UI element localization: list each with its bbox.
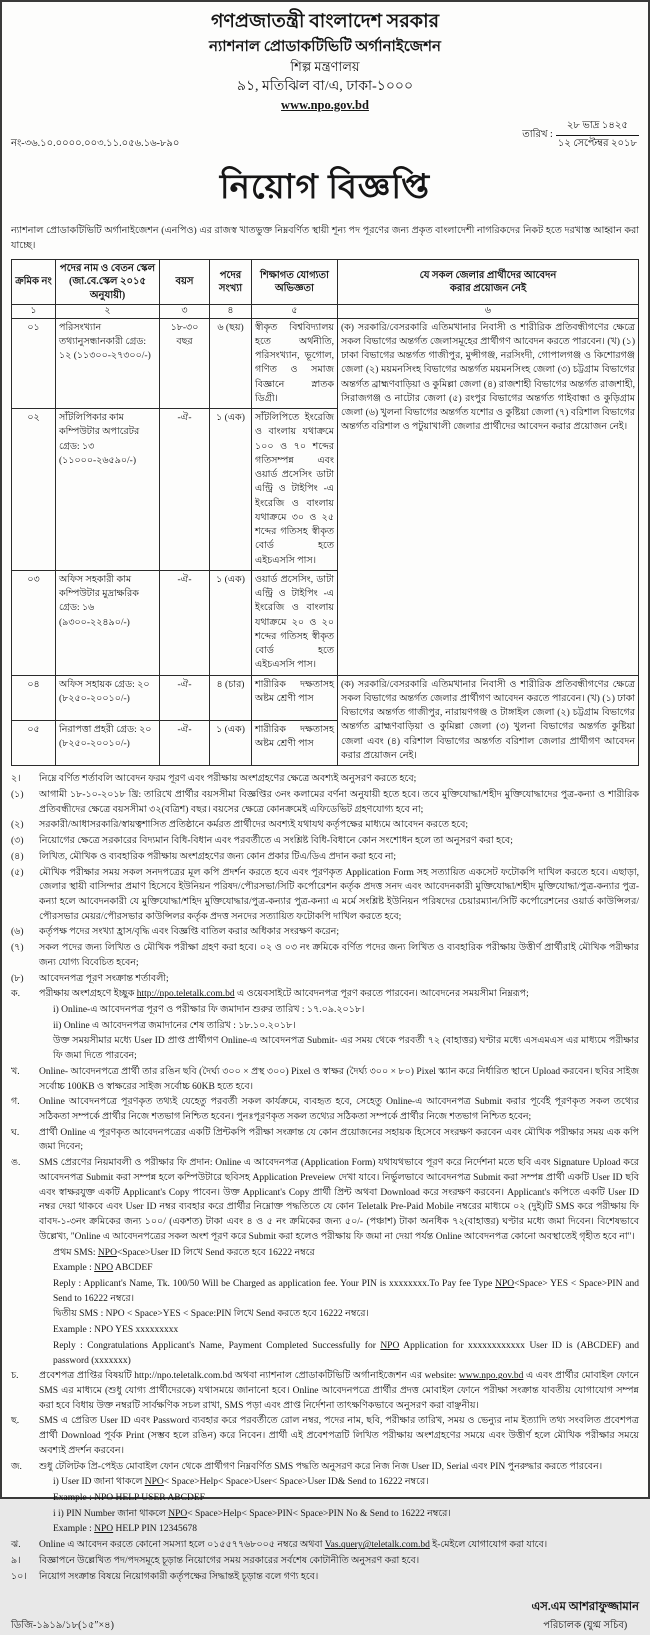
condition-item xyxy=(11,1507,639,1522)
organization-line: ন্যাশনাল প্রোডাকটিভিটি অর্গানাইজেশন xyxy=(209,38,441,55)
condition-item xyxy=(11,1126,639,1155)
condition-item xyxy=(11,1246,639,1261)
condition-label: ঘ. xyxy=(11,1127,20,1138)
age-cell: -ঐ- xyxy=(160,675,210,720)
condition-item xyxy=(11,1538,639,1553)
header-qualification: শিক্ষাগত যোগ্যতা অভিজ্ঞতা xyxy=(252,259,338,305)
condition-label xyxy=(11,1339,51,1368)
serial-cell: ০২ xyxy=(12,409,56,571)
condition-label: জ. xyxy=(11,1461,22,1472)
condition-item xyxy=(11,772,639,787)
condition-label xyxy=(11,1323,51,1338)
qualification-cell: সাঁটলিপিতে ইংরেজি ও বাংলায় যথাক্রমে ১০০ ও ৭০ শব্দের গতিসম্পন্ন এবং ওয়ার্ড প্রসেসিং ডাটা এন্ট্রি ও টাইপিং -এ ইংরেজি ও বাংলায় যথাক্রমে ৩০ ও ২৫ শব্দের গতিসহ স্বীকৃত বোর্ড হতে এইচএসসি পাস। xyxy=(252,409,338,571)
conditions-list xyxy=(11,772,639,1584)
condition-text: উক্ত সময়সীমার মধ্যে User ID প্রাপ্ত প্রার্থীগণ Online-এ আবেদনপত্র Submit- এর সময় থেকে পরবর্তী ৭২ (বাহাত্তর) ঘণ্টার মধ্যে এসএমএস এর মাধ্যমে পরীক্ষার ফি জমা দিতে পারবেন; xyxy=(53,1036,639,1062)
column-number: ৩ xyxy=(160,305,210,318)
condition-text: মৌখিক পরীক্ষার সময় সকল সনদপত্রের মূল কপি প্রদর্শন করতে হবে এবং পূরণকৃত Application Form সহ সত্যায়িত একসেট ফটোকপি দাখিল করতে হবে। এছাড়া, জেলার স্থায়ী বাসিন্দার প্রমাণ হিসেবে ইউনিয়ন পরিষদ/পৌরসভা/সিটি কর্পোরেশন কর্তৃক প্রদত্ত সনদ এবং আবেদনকারী মুক্তিযোদ্ধা/শহীদ মুক্তিযোদ্ধা/পুত্র-কন্যার পুত্র-কন্যা হলে আবেদনকারী যে মুক্তিযোদ্ধা/শহিদ মুক্তিযোদ্ধার/পুত্র-কন্যার পুত্র-কন্যা এ মর্মে সংশ্লিষ্ট ইউনিয়ন পরিষদের চেয়ারম্যান/সিটি কর্পোরেশনের ওয়ার্ড কাউন্সিলর/পৌরসভার মেয়র/পৌরসভার কাউন্সিলর কর্তৃক প্রদত্ত সনদের সত্যায়িত ফটোকপি দাখিল করতে হবে; xyxy=(39,867,639,922)
condition-label: (৮) xyxy=(11,973,24,984)
condition-item xyxy=(11,1261,639,1276)
condition-text: Example : NPO HELP PIN 12345678 xyxy=(53,1524,198,1535)
district-exclusion-cell: (ক) সরকারি/বেসরকারি এতিমখানার নিবাসী ও শারীরিক প্রতিবন্ধীগণের ক্ষেত্রে সকল বিভাগের অন্তর্গত জেলাসমূহের প্রার্থীগণ আবেদন করতে পারবেন। (খ) (১) ঢাকা বিভাগের অন্তর্গত গাজীপুর, মুন্সীগঞ্জ, নরসিংদী, গোপালগঞ্জ ও কিশোরগঞ্জ জেলা (২) ময়মনসিংহ বিভাগের অন্তর্গত ময়মনসিংহ জেলা (৩) চট্টগ্রাম বিভাগের অন্তর্গত ব্রাহ্মণবাড়িয়া ও কুমিল্লা জেলা (৪) রাজশাহী বিভাগের অন্তর্গত রাজশাহী, সিরাজগঞ্জ ও নাটোর জেলা (৫) রংপুর বিভাগের অন্তর্গত গাইবান্ধা ও কুড়িগ্রাম জেলা (৬) খুলনা বিভাগের অন্তর্গত যশোর ও কুষ্টিয়া জেলা (৭) বরিশাল বিভাগের অন্তর্গত বরিশাল ও পটুয়াখালী জেলার প্রার্থীদের আবেদন করার প্রয়োজন নেই। xyxy=(338,318,639,675)
condition-text: SMS এ প্রেরিত User ID এবং Password ব্যবহার করে পরবর্তীতে রোল নম্বর, পদের নাম, ছবি, পরীক্ষার তারিখ, সময় ও ভেন্যুর নাম ইত্যাদি তথ্য সংবলিত প্রবেশপত্র প্রার্থী Download পূর্বক Print (সম্ভব হলে রঙিন) করে নিবেন। প্রার্থী এই প্রবেশপত্রটি লিখিত পরীক্ষায় অংশগ্রহণের সময়ে এবং উত্তীর্ণ হলে মৌখিক পরীক্ষার সময়ে অবশ্যই প্রদর্শন করবেন। xyxy=(39,1416,639,1456)
condition-text: প্রবেশপত্র প্রাপ্তির বিষয়টি http://npo.teletalk.com.bd অথবা ন্যাশনাল প্রোডাকটিভিটি অর্গানাইজেশন এর website: www.npo.gov.bd এ এবং প্রার্থীর মোবাইল ফোনে SMS এর মাধ্যমে (শুধু যোগ্য প্রার্থীদেরকে) যথাসময়ে জানানো হবে। Online আবেদনপত্রে প্রার্থীর প্রদত্ত মোবাইল ফোনে পরীক্ষা সংক্রান্ত যাবতীয় যোগাযোগ সম্পন্ন করা হবে বিধায় উক্ত নম্বরটি সার্বক্ষণিক সচল রাখা, SMS পড়া এবং প্রাপ্ত নির্দেশনা তাৎক্ষণিকভাবে অনুসরণ করা বাঞ্ছনীয়। xyxy=(39,1371,639,1411)
age-cell: -ঐ- xyxy=(160,570,210,675)
condition-text: নিম্নে বর্ণিত শর্তাবলি আবেদন ফরম পূরণ এবং পরীক্ষায় অংশগ্রহণের ক্ষেত্রে অবশ্যই অনুসরণ করতে হবে; xyxy=(39,774,417,785)
age-cell: -ঐ- xyxy=(160,720,210,765)
condition-label: (৪) xyxy=(11,851,24,862)
table-row xyxy=(12,318,639,409)
condition-item xyxy=(11,818,639,833)
condition-text: Example : NPO ABCDEF xyxy=(53,1263,153,1274)
condition-label xyxy=(11,1491,51,1506)
condition-label: (১) xyxy=(11,789,24,800)
condition-label: ১০। xyxy=(11,1571,27,1582)
condition-item xyxy=(11,1095,639,1124)
condition-item xyxy=(11,1460,639,1475)
condition-text: সরকারী/আধাসরকারি/স্বায়ত্বশাসিত প্রতিষ্ঠানে কর্মরত প্রার্থীদের অবশ্যই যথাযথ কর্তৃপক্ষের মাধ্যমে আবেদন করতে হবে; xyxy=(39,820,469,831)
condition-item xyxy=(11,1570,639,1585)
condition-label xyxy=(11,1246,51,1261)
condition-label: (৩) xyxy=(11,836,24,847)
table-row xyxy=(12,675,639,720)
header-serial: ক্রমিক নং xyxy=(12,259,56,305)
condition-text: কর্তৃপক্ষ পদের সংখ্যা হ্রাস/বৃদ্ধি এবং বিজ্ঞপ্তি বাতিল করার অধিকার সংরক্ষণ করেন; xyxy=(39,927,339,938)
condition-label: (৬) xyxy=(11,927,24,938)
count-cell: ১ (এক) xyxy=(210,720,252,765)
serial-cell: ০৩ xyxy=(12,570,56,675)
condition-text: Reply : Applicant's Name, Tk. 100/50 Will be Charged as application fee. Your PIN is xxxxxxxx.To Pay fee Type NPO<Space> YES < Space>PIN and Send to 16222 নম্বরে। xyxy=(53,1278,639,1304)
condition-item xyxy=(11,941,639,970)
condition-item xyxy=(11,1034,639,1063)
intro-paragraph: ন্যাশনাল প্রোডাকটিভিটি অর্গানাইজেশন (এনপিও) এর রাজস্ব খাতভুক্ত নিম্নবর্ণিত স্থায়ী শূন্য পদ পূরণের জন্য প্রকৃত বাংলাদেশী নাগরিকদের নিকট হতে দরখাস্ত আহ্বান করা যাচ্ছে। xyxy=(11,225,639,251)
condition-text: আবেদনপত্র পূরণ সংক্রান্ত শর্তাবলী; xyxy=(39,973,169,984)
condition-item xyxy=(11,972,639,987)
column-number: ১ xyxy=(12,305,56,318)
press-line-reference: ডিজি-১৯১৯/১৮(১৫″×৪) xyxy=(11,1620,115,1632)
count-cell: ৬ (ছয়) xyxy=(210,318,252,409)
header-post: পদের নাম ও বেতন স্কেল (জা.বে.স্কেল ২০১৫ অনুযায়ী) xyxy=(56,259,160,305)
condition-item xyxy=(11,987,639,1002)
condition-label xyxy=(11,1522,51,1537)
condition-item xyxy=(11,1369,639,1413)
date-bangla: ২৮ ভাদ্র ১৪২৫ xyxy=(556,118,639,136)
date-block xyxy=(522,118,639,153)
condition-item xyxy=(11,1339,639,1368)
condition-text: সকল পদের জন্য লিখিত ও মৌখিক পরীক্ষা গ্রহণ করা হবে। ০২ ও ০৩ নং ক্রমিকে বর্ণিত পদের জন্য লিখিত ও ব্যবহারিক পরীক্ষায় উত্তীর্ণ প্রার্থীরাই মৌখিক পরীক্ষার জন্য যোগ্য বিবেচিত হবেন; xyxy=(39,943,639,968)
condition-label xyxy=(11,1261,51,1276)
condition-item xyxy=(11,1475,639,1490)
condition-label: (৭) xyxy=(11,943,24,954)
condition-label: ঙ. xyxy=(11,1158,21,1169)
condition-text: লিখিত, মৌখিক ও ব্যবহারিক পরীক্ষায় অংশগ্রহণের জন্য কোন প্রকার টিএ/ডিএ প্রদান করা হবে না; xyxy=(39,851,397,862)
signature-designation: পরিচালক (যুগ্ম সচিব) xyxy=(543,1620,628,1632)
count-cell: ১ (এক) xyxy=(210,409,252,571)
condition-text: Example : NPO HELP USER ABCDEF xyxy=(53,1493,205,1504)
footer-row xyxy=(11,1598,639,1635)
serial-cell: ০৪ xyxy=(12,675,56,720)
condition-item xyxy=(11,1554,639,1569)
condition-item xyxy=(11,1307,639,1322)
condition-item xyxy=(11,925,639,940)
post-cell: অফিস সহকারী কাম কম্পিউটার মুদ্রাক্ষরিক গ্রেড: ১৬ (৯৩০০-২২৪৯০/-) xyxy=(56,570,160,675)
qualification-cell: ওয়ার্ড প্রসেসিং, ডাটা এন্ট্রি ও টাইপিং -এ ইংরেজি ও বাংলায় যথাক্রমে ২০ ও ২০ শব্দের গতিসহ স্বীকৃত বোর্ড হতে এইচএসসি পাস। xyxy=(252,570,338,675)
condition-text: Reply : Congratulations Applicant's Name, Payment Completed Successfully for NPO Application for xxxxxxxxxxxx User ID is (ABCDEF) and password (xxxxxxx) xyxy=(53,1340,639,1366)
condition-text: নিয়োগ সংক্রান্ত বিষয়ে নিয়োগকারী কর্তৃপক্ষের সিদ্ধান্তই চূড়ান্ত বলে গণ্য হবে। xyxy=(39,1571,319,1582)
positions-table xyxy=(11,259,639,766)
condition-item xyxy=(11,1019,639,1034)
condition-label: খ. xyxy=(11,1066,20,1077)
post-cell: পরিসংখ্যান তথ্যানুসন্ধানকারী গ্রেড: ১২ (১১৩০০-২৭৩০০/-) xyxy=(56,318,160,409)
column-number: ৬ xyxy=(338,305,639,318)
condition-text: ii) Online এ আবেদনপত্র জমাদানের শেষ তারিখ : ১৮.১০.২০১৮। xyxy=(53,1020,296,1031)
condition-item xyxy=(11,834,639,849)
column-number: ৫ xyxy=(252,305,338,318)
header-district-exclusion: যে সকল জেলার প্রার্থীদের আবেদন করার প্রয়োজন নেই xyxy=(338,259,639,305)
condition-label: ঝ. xyxy=(11,1540,21,1551)
serial-cell: ০১ xyxy=(12,318,56,409)
website-link: www.npo.gov.bd xyxy=(281,98,369,113)
condition-text: শুধু টেলিটক প্রি-পেইড মোবাইল ফোন থেকে প্রার্থীগণ নিম্নবর্ণিত SMS পদ্ধতি অনুসরণ করে নিজ নিজ User ID, Serial এবং PIN পুনরুদ্ধার করতে পারবেন। xyxy=(39,1461,603,1472)
condition-text: i) Online-এ আবেদনপত্র পূরণ ও পরীক্ষার ফি জমাদান শুরুর তারিখ : ১৭.০৯.২০১৮। xyxy=(53,1005,365,1016)
age-cell: ১৮-৩০ বছর xyxy=(160,318,210,409)
condition-item xyxy=(11,788,639,817)
condition-item xyxy=(11,1277,639,1306)
letterhead xyxy=(11,10,639,114)
post-cell: নিরাপত্তা প্রহরী গ্রেড: ২০ (৮২৫০-২০০১০/-) xyxy=(56,720,160,765)
condition-label: চ. xyxy=(11,1371,19,1382)
district-exclusion-cell: (ক) সরকারি/বেসরকারি এতিমখানার নিবাসী ও শারীরিক প্রতিবন্ধীগণের ক্ষেত্রে সকল বিভাগের অন্তর্গত জেলার প্রার্থীগণ আবেদন করতে পারবেন। (খ) (১) ঢাকা বিভাগের অন্তর্গত গাজীপুর, নারায়ণগঞ্জ ও টাঙ্গাইল জেলা (২) চট্টগ্রাম বিভাগের অন্তর্গত ব্রাহ্মণবাড়িয়া ও কুমিল্লা জেলা (৩) খুলনা বিভাগের অন্তর্গত কুষ্টিয়া জেলা এবং (৪) বরিশাল বিভাগের অন্তর্গত বরিশাল জেলার প্রার্থীগণ আবেদন করার প্রয়োজন নেই। xyxy=(338,675,639,766)
header-count: পদের সংখ্যা xyxy=(210,259,252,305)
signature-block xyxy=(531,1598,639,1635)
condition-text: পরীক্ষায় অংশগ্রহণে ইচ্ছুক http://npo.teletalk.com.bd এ ওয়েবসাইটে আবেদনপত্র পূরণ করতে পারবেন। আবেদনের সময়সীমা নিম্নরূপ; xyxy=(39,989,529,1000)
date-gregorian: ১২ সেপ্টেম্বর ২০১৮ xyxy=(557,137,637,149)
condition-item xyxy=(11,850,639,865)
condition-item xyxy=(11,1491,639,1506)
condition-text: Online আবেদনপত্রে পূরণকৃত তথ্যই যেহেতু পরবর্তী সকল কার্যক্রমে, ব্যবহৃত হবে, সেহেতু Online-এ আবেদনপত্র Submit করার পূর্বেই পূরণকৃত সকল তথ্যের সঠিকতা সম্পর্কে প্রার্থীর নিজে শতভাগ নিশ্চিত হবেন। পুনঃপূরণকৃত সকল তথ্যের সঠিকতা সম্পর্কে প্রার্থীর নিজে শতভাগ নিশ্চিত হবেন; xyxy=(39,1097,639,1123)
address-line: ৯১, মতিঝিল বা/এ, ঢাকা-১০০০ xyxy=(236,79,414,95)
date-label: তারিখ : xyxy=(522,128,553,140)
qualification-cell: শারীরিক দক্ষতাসহ অষ্টম শ্রেণী পাস xyxy=(252,675,338,720)
notice-title: নিয়োগ বিজ্ঞপ্তি xyxy=(219,168,431,206)
condition-text: দ্বিতীয় SMS : NPO < Space>YES < Space:PIN লিখে Send করতে হবে 16222 নম্বরে। xyxy=(53,1309,369,1320)
condition-label xyxy=(11,1034,51,1063)
condition-label: ক. xyxy=(11,989,21,1000)
condition-text: i i) PIN Number জানা থাকলে NPO< Space>Help< Space>PIN< Space>PIN No & Send to 16222 নম্বরে। xyxy=(53,1508,451,1519)
condition-text: i) User ID জানা থাকলে NPO< Space>Help< Space>User< Space>User ID& Send to 16222 নম্বরে। xyxy=(53,1477,429,1488)
table-header-row xyxy=(12,259,639,305)
qualification-cell: স্বীকৃত বিশ্ববিদ্যালয় হতে অর্থনীতি, পরিসংখ্যান, ভূগোল, গণিত ও সমাজ বিজ্ঞানে স্নাতক ডিগ্রী। xyxy=(252,318,338,409)
post-cell: অফিস সহায়ক গ্রেড: ২০ (৮২৫০-২০০১০/-) xyxy=(56,675,160,720)
condition-text: Example : NPO YES xxxxxxxxx xyxy=(53,1325,179,1336)
condition-item xyxy=(11,1323,639,1338)
condition-text: Online- আবেদনপত্রে প্রার্থী তার রঙিন ছবি (দৈর্ঘ্য ৩০০ × প্রস্থ ৩০০) Pixel ও স্বাক্ষর (দৈর্ঘ্য ৩০০ × ৮০) Pixel স্ক্যান করে নির্ধারিত স্থানে Upload করবেন। ছবির সাইজ সর্বোচ্চ 100KB ও স্বাক্ষরের সাইজ সর্বোচ্চ 60KB হতে হবে। xyxy=(39,1066,639,1092)
memo-number: নং-৩৬.১০.০০০০.০০৩.১১.০৫৬.১৬-৮৯০ xyxy=(11,137,180,149)
condition-text: Online এ আবেদন করতে কোনো সমস্যা হলে ০১৫৫৭৭৬৮০০৫ নম্বরে অথবা Vas.query@teletalk.com.bd ই-মেইলে যোগাযোগ করা যাবে। xyxy=(39,1540,548,1551)
column-number: ৪ xyxy=(210,305,252,318)
condition-text: SMS প্রেরণের নিয়মাবলী ও পরীক্ষার ফি প্রদান: Online এ আবেদনপত্র (Application Form) যথাযথভাবে পূরণ করে নির্দেশনা মতে ছবি এবং Signature Upload করে আবেদনপত্র Submit করা সম্পন্ন হলে কম্পিউটারে ছবিসহ Application Preveiew দেখা যাবে। নির্ভুলভাবে আবেদনপত্র Submit করা সম্পন্ন প্রার্থী একটি User ID ছবি এবং স্বাক্ষরযুক্ত একটি Applicant's Copy পাবেন। উক্ত Applicant's Copy প্রার্থী প্রিন্ট অথবা Download করে সংরক্ষণ করবেন। Applicant's কপিতে একটি User ID নম্বর দেয়া থাকবে এবং User ID নম্বর ব্যবহার করে প্রার্থীর নিম্নোক্ত পদ্ধতিতে যে কোন Teletalk Pre-Paid Mobile নম্বরের মাধ্যমে ০২ (দুই)টি SMS করে পরীক্ষায় ফি বাবদ-১-৩নং ক্রমিকের জন্য ১০০/ (একশত) টাকা এবং ৪ ও ৫ নং ক্রমিকের জন্য ৫০/- (পঞ্চাশ) টাকা অনধিক ৭২(বাহাত্তর) ঘণ্টার মধ্যে জমা দিবেন। বিশেষভাবে উল্লেখ্য, "Online এ আবেদনপত্রের সকল অংশ পূরণ করে Submit করা হলেও পরীক্ষায় ফি জমা না দেয়া পর্যন্ত Online আবেদনপত্র কোনো অবস্থাতেই গৃহীত হবে না"। xyxy=(39,1158,639,1242)
condition-label: (২) xyxy=(11,820,24,831)
column-number: ২ xyxy=(56,305,160,318)
condition-label: ছ. xyxy=(11,1416,20,1427)
condition-text: বিজ্ঞাপনে উল্লেখিত পদ/পদসমূহে চূড়ান্ত নিয়োগের সময় সরকারের সর্বশেষ কোটানীতি অনুসরণ করা হবে। xyxy=(39,1555,420,1566)
age-cell: -ঐ- xyxy=(160,409,210,571)
header-age: বয়স xyxy=(160,259,210,305)
serial-cell: ০৫ xyxy=(12,720,56,765)
condition-item xyxy=(11,1414,639,1458)
column-number-row xyxy=(12,305,639,318)
condition-label xyxy=(11,1307,51,1322)
condition-label: ২। xyxy=(11,774,21,785)
condition-label xyxy=(11,1475,51,1490)
condition-text: প্রার্থী Online এ পূরণকৃত আবেদনপত্রের একটি প্রিন্টকপি পরীক্ষা সংক্রান্ত যে কোন প্রয়োজনের সহায়ক হিসেবে সংরক্ষণ করবেন এবং মৌখিক পরীক্ষার সময় এক কপি জমা দিবেন; xyxy=(39,1127,639,1153)
qualification-cell: শারীরিক দক্ষতাসহ অষ্টম শ্রেণী পাস xyxy=(252,720,338,765)
condition-label xyxy=(11,1003,51,1018)
condition-label: গ. xyxy=(11,1097,20,1108)
count-cell: ১ (এক) xyxy=(210,570,252,675)
condition-item xyxy=(11,866,639,925)
condition-text: আগামী ১৮-১০-২০১৮ খ্রি: তারিখে প্রার্থীর বয়সসীমা বিজ্ঞপ্তির ৩নং কলামের বর্ণনা অনুযায়ী হতে হবে। তবে মুক্তিযোদ্ধা/শহীদ মুক্তিযোদ্ধাদের পুত্র-কন্যা ও শারীরিক প্রতিবন্ধীদের ক্ষেত্রে বয়সসীমা ৩২(বত্রিশ) বছর। বয়সের ক্ষেত্রে কোনক্রমেই এফিডেভিট গ্রহণযোগ্য হবে না; xyxy=(39,789,639,815)
condition-label xyxy=(11,1277,51,1306)
condition-text: নিয়োগের ক্ষেত্রে সরকারের বিদ্যমান বিধি-বিধান এবং পরবর্তীতে এ সংশ্লিষ্ট বিধি-বিধানে কোন সংশোধন হলে তা অনুসরণ করা হবে; xyxy=(39,836,513,847)
condition-text: প্রথম SMS: NPO<Space>User ID লিখে Send করতে হবে 16222 নম্বরে xyxy=(53,1247,315,1258)
condition-item xyxy=(11,1522,639,1537)
condition-label xyxy=(11,1507,51,1522)
condition-label: ৯। xyxy=(11,1555,21,1566)
government-line: গণপ্রজাতন্ত্রী বাংলাদেশ সরকার xyxy=(210,11,440,32)
signature-name: এস.এম আশরাফুজ্জামান xyxy=(531,1601,639,1614)
post-cell: সাঁটলিপিকার কাম কম্পিউটার অপারেটর গ্রেড: ১৩ (১১০০০-২৬৫৯০/-) xyxy=(56,409,160,571)
condition-item xyxy=(11,1065,639,1094)
memo-date-row xyxy=(11,118,639,153)
count-cell: ৪ (চার) xyxy=(210,675,252,720)
condition-item xyxy=(11,1156,639,1244)
date-fraction xyxy=(556,118,639,153)
condition-label xyxy=(11,1019,51,1034)
condition-item xyxy=(11,1003,639,1018)
ministry-line: শিল্প মন্ত্রণালয় xyxy=(290,59,360,75)
condition-label: (৫) xyxy=(11,867,24,878)
